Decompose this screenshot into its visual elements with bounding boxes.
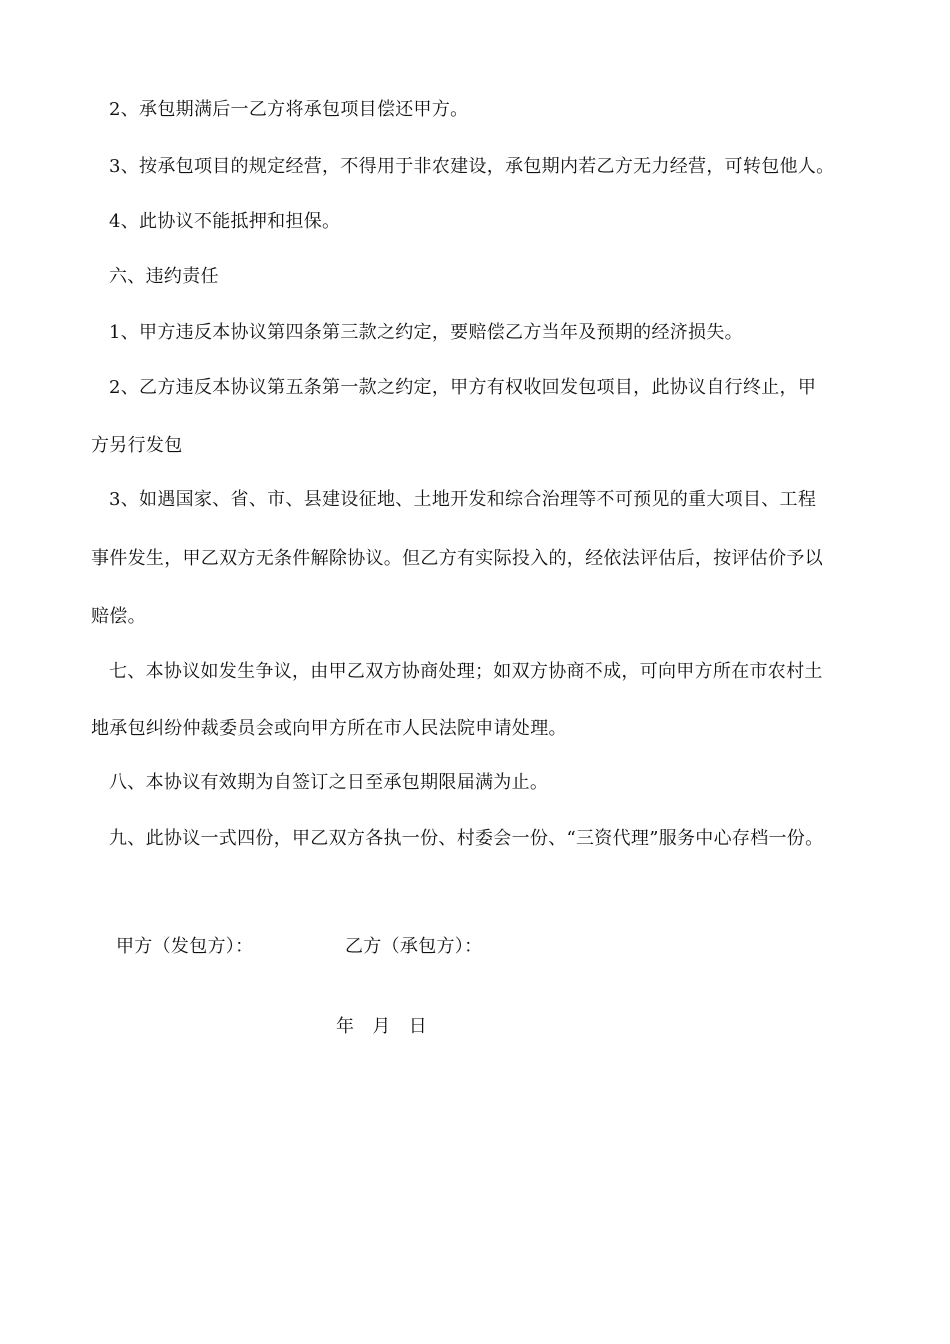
section-6-heading: 六、违约责任 [109,266,219,287]
section-7-cont: 地承包纠纷仲裁委员会或向甲方所在市人民法院申请处理。 [91,718,567,739]
clause-6-3-cont-2: 赔偿。 [91,606,146,627]
clause-5-2: 2、承包期满后一乙方将承包项目偿还甲方。 [109,99,469,120]
section-9: 九、此协议一式四份，甲乙双方各执一份、村委会一份、“三资代理”服务中心存档一份。 [109,828,824,849]
clause-6-2-cont: 方另行发包 [91,435,183,456]
clause-6-1: 1、甲方违反本协议第四条第三款之约定，要赔偿乙方当年及预期的经济损失。 [109,322,743,343]
clause-6-3: 3、如遇国家、省、市、县建设征地、土地开发和综合治理等不可预见的重大项目、工程 [109,489,817,510]
clause-6-2: 2、乙方违反本协议第五条第一款之约定，甲方有权收回发包项目，此协议自行终止，甲 [109,377,817,398]
clause-5-4: 4、此协议不能抵押和担保。 [109,211,341,232]
party-a-signature-label: 甲方（发包方）： [116,936,254,957]
signature-date: 年 月 日 [336,1016,428,1037]
party-b-signature-label: 乙方（承包方）： [345,936,483,957]
clause-5-3: 3、按承包项目的规定经营，不得用于非农建设，承包期内若乙方无力经营，可转包他人。 [109,156,835,177]
section-7: 七、本协议如发生争议，由甲乙双方协商处理；如双方协商不成，可向甲方所在市农村土 [109,661,823,682]
section-8: 八、本协议有效期为自签订之日至承包期限届满为止。 [109,772,549,793]
clause-6-3-cont-1: 事件发生，甲乙双方无条件解除协议。但乙方有实际投入的，经依法评估后，按评估价予以 [91,548,823,569]
